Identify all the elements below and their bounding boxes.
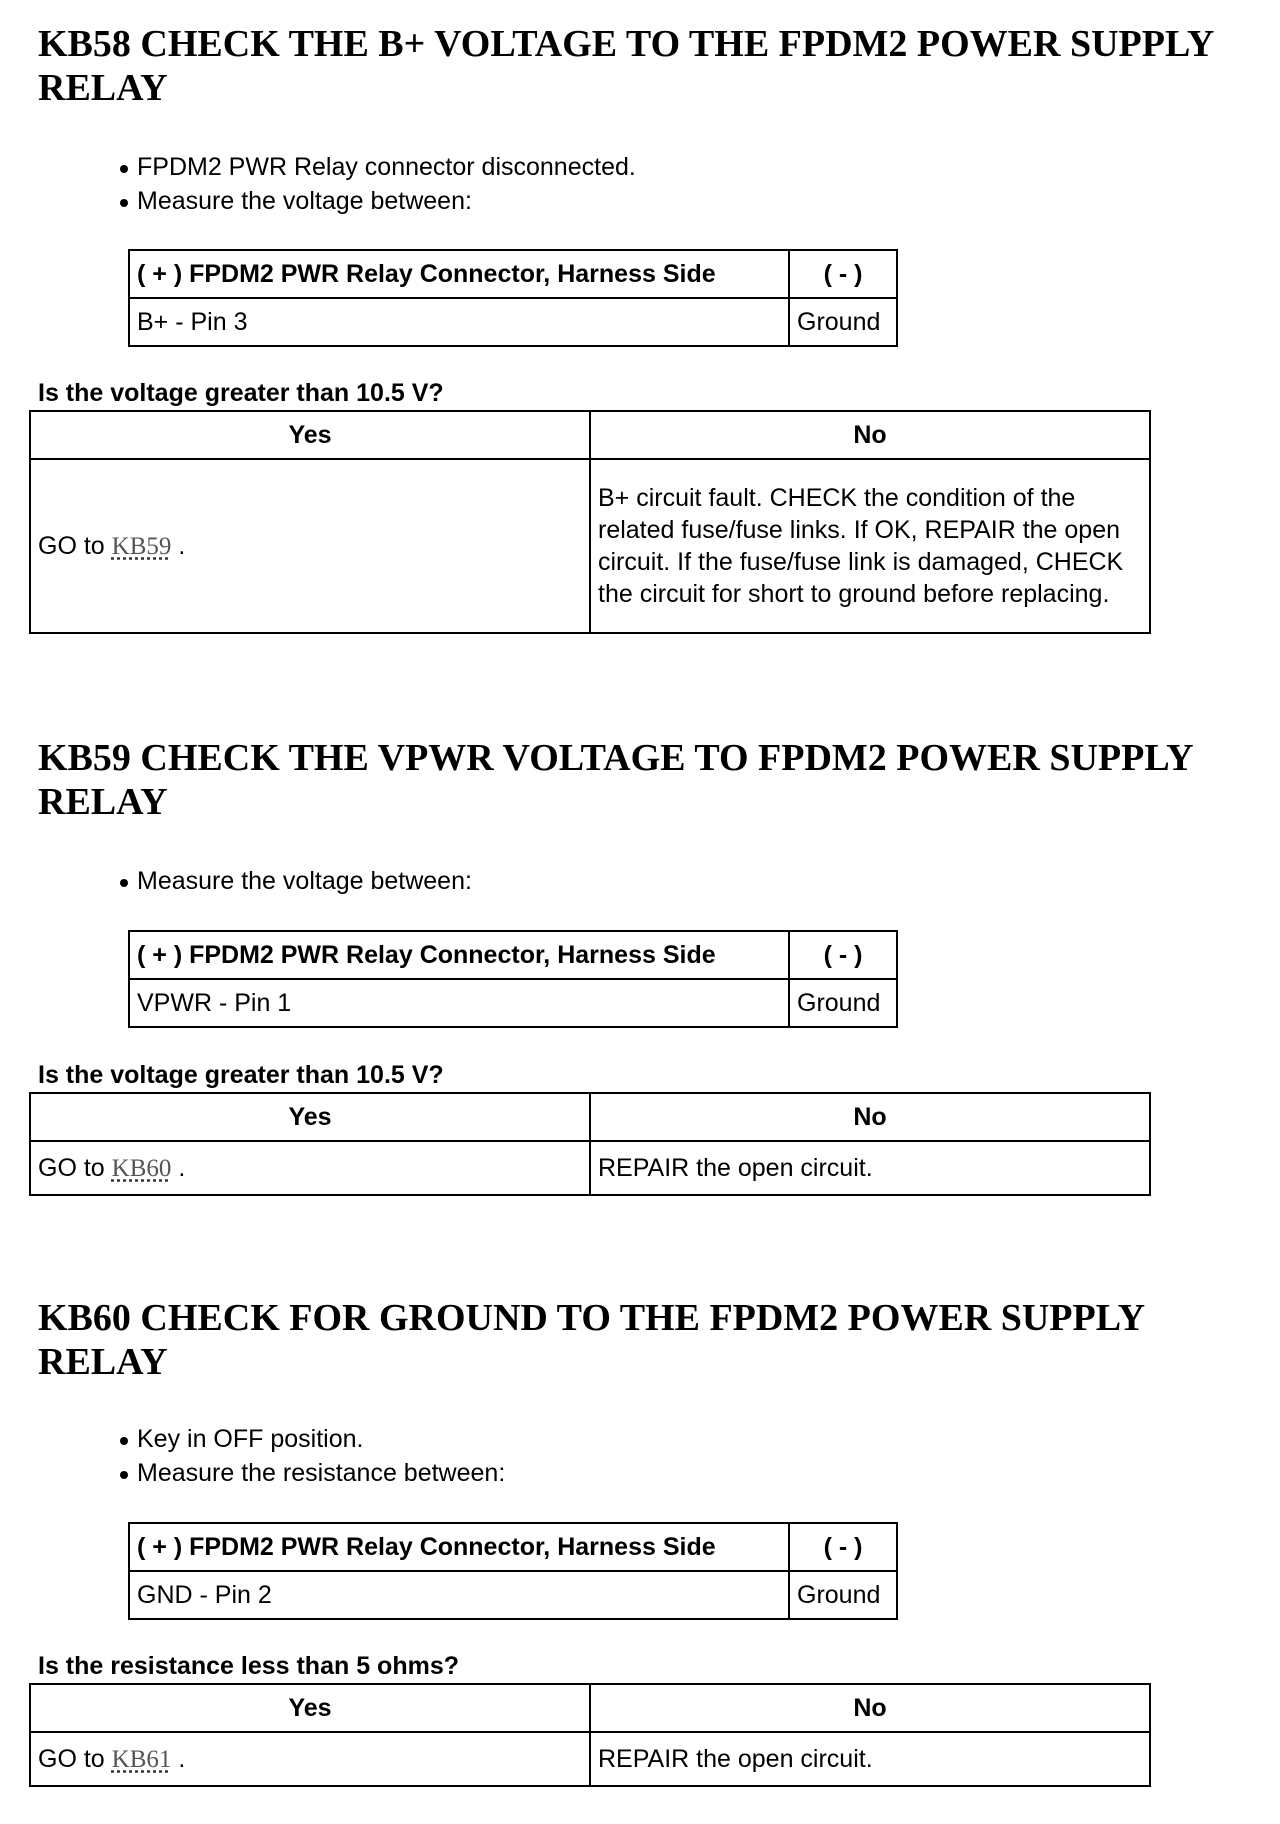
measurement-header-positive: ( + ) FPDM2 PWR Relay Connector, Harness Side [129,1523,789,1571]
goto-suffix: . [178,531,186,560]
measurement-header-negative: ( - ) [789,1523,897,1571]
section-heading: KB58 CHECK THE B+ VOLTAGE TO THE FPDM2 POWER SUPPLY RELAY [38,23,1213,109]
goto-prefix: GO to [38,1153,105,1182]
instruction-item: Measure the resistance between: [118,1456,505,1490]
goto-prefix: GO to [38,531,105,560]
goto-link-kb61[interactable]: KB61 [111,1745,172,1773]
question: Is the resistance less than 5 ohms? [38,1652,459,1680]
measurement-table [128,930,898,1028]
measurement-header-negative: ( - ) [789,931,897,979]
no-action: B+ circuit fault. CHECK the condition of the related fuse/fuse links. If OK, REPAIR the open circuit. If the fuse/fuse link is damaged, CHECK the circuit for short to ground before replacing. [590,459,1150,633]
no-action: REPAIR the open circuit. [590,1141,1150,1195]
yes-no-table [29,1683,1151,1787]
measurement-negative-point: Ground [789,1571,897,1619]
measurement-header-positive: ( + ) FPDM2 PWR Relay Connector, Harness Side [129,250,789,298]
measurement-table [128,1522,898,1620]
no-header: No [590,1684,1150,1732]
instruction-list [118,864,472,898]
yes-header: Yes [30,1093,590,1141]
measurement-header-negative: ( - ) [789,250,897,298]
yes-header: Yes [30,411,590,459]
yes-no-table [29,410,1151,634]
instruction-item: Key in OFF position. [118,1422,505,1456]
section-heading: KB59 CHECK THE VPWR VOLTAGE TO FPDM2 POWER SUPPLY RELAY [38,737,1193,823]
no-header: No [590,1093,1150,1141]
instruction-list [118,1422,505,1490]
measurement-negative-point: Ground [789,298,897,346]
measurement-negative-point: Ground [789,979,897,1027]
yes-action [30,1732,590,1786]
yes-header: Yes [30,1684,590,1732]
yes-no-table [29,1092,1151,1196]
no-action: REPAIR the open circuit. [590,1732,1150,1786]
section-heading: KB60 CHECK FOR GROUND TO THE FPDM2 POWER SUPPLY RELAY [38,1297,1144,1383]
no-header: No [590,411,1150,459]
instruction-item: FPDM2 PWR Relay connector disconnected. [118,150,636,184]
yes-action [30,1141,590,1195]
measurement-table [128,249,898,347]
measurement-positive-pin: VPWR - Pin 1 [129,979,789,1027]
measurement-positive-pin: GND - Pin 2 [129,1571,789,1619]
measurement-header-positive: ( + ) FPDM2 PWR Relay Connector, Harness Side [129,931,789,979]
instruction-item: Measure the voltage between: [118,184,636,218]
goto-suffix: . [178,1153,186,1182]
yes-action [30,459,590,633]
goto-link-kb59[interactable]: KB59 [111,532,172,560]
instruction-item: Measure the voltage between: [118,864,472,898]
question: Is the voltage greater than 10.5 V? [38,1061,444,1089]
measurement-positive-pin: B+ - Pin 3 [129,298,789,346]
goto-prefix: GO to [38,1744,105,1773]
instruction-list [118,150,636,218]
goto-link-kb60[interactable]: KB60 [111,1154,172,1182]
goto-suffix: . [178,1744,186,1773]
question: Is the voltage greater than 10.5 V? [38,379,444,407]
